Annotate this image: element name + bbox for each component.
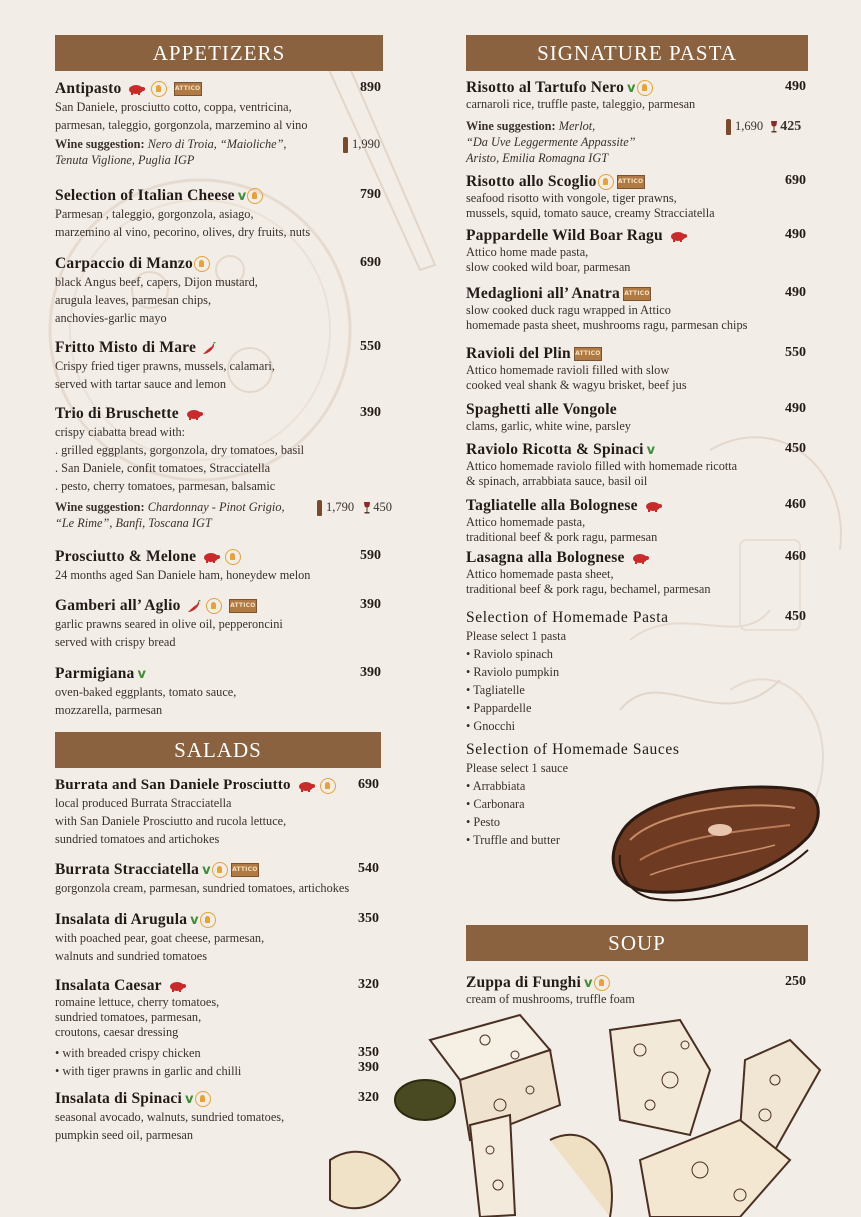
cheese-icon	[225, 549, 241, 565]
sauce-option: • Carbonara	[466, 797, 525, 811]
option-price: 390	[358, 1059, 379, 1075]
pig-icon	[127, 83, 145, 95]
menu-item-trio-bruschette	[55, 405, 392, 531]
pasta-option: • Tagliatelle	[466, 683, 525, 697]
pig-icon	[631, 552, 649, 564]
cheese-icon	[598, 174, 614, 190]
menu-item-insalata-spinaci	[55, 1090, 385, 1144]
soup-heading: SOUP	[466, 925, 808, 961]
vegetarian-v-icon: v	[627, 80, 636, 96]
cheese-icon	[320, 778, 336, 794]
pig-icon	[168, 980, 186, 992]
item-name: Risotto allo Scoglio	[466, 173, 597, 190]
cheese-icon	[212, 862, 228, 878]
appetizers-heading: APPETIZERS	[55, 35, 383, 71]
option-price: 350	[358, 1044, 379, 1060]
item-description: cream of mushrooms, truffle foam	[466, 992, 635, 1006]
pasta-option: • Raviolo pumpkin	[466, 665, 560, 679]
wine-glass-icon	[770, 121, 778, 133]
attico-house-icon: ATTICO	[229, 599, 257, 613]
menu-item-insalata-arugula	[55, 911, 385, 965]
wine-suggestion: Wine suggestion: Chardonnay - Pinot Grigio, “Le Rime”, Banfi, Toscana IGT 1,790 450	[55, 500, 392, 530]
menu-item-risotto-scoglio	[466, 173, 808, 221]
item-price: 690	[358, 777, 379, 792]
item-description: seafood risotto with vongole, tiger prawns, mussels, squid, tomato sauce, creamy Stracciatella	[466, 191, 715, 221]
item-price: 490	[785, 227, 806, 242]
item-name: Insalata Caesar	[55, 977, 162, 994]
item-price: 390	[360, 665, 381, 680]
item-description: seasonal avocado, walnuts, sundried tomatoes, pumpkin seed oil, parmesan	[55, 1110, 285, 1142]
cheese-icon	[194, 256, 210, 272]
attico-house-icon: ATTICO	[617, 175, 645, 189]
item-price: 890	[360, 80, 381, 95]
item-description: Attico homemade ravioli filled with slow cooked veal shank & wagyu brisket, beef jus	[466, 363, 687, 393]
menu-item-risotto-tartufo	[466, 79, 808, 166]
item-price: 550	[360, 339, 381, 354]
wine-suggestion: Wine suggestion: Merlot, “Da Uve Leggermente Appassite” Aristo, Emilia Romagna IGT 1,690 425	[466, 119, 802, 166]
menu-item-ravioli-plin	[466, 345, 808, 393]
item-name: Selection of Homemade Pasta	[466, 609, 669, 626]
item-price: 790	[360, 187, 381, 202]
vegetarian-v-icon: v	[202, 862, 211, 878]
item-description: Attico home made pasta, slow cooked wild boar, parmesan	[466, 245, 631, 275]
item-name: Ravioli del Plin	[466, 345, 571, 362]
item-option: • with tiger prawns in garlic and chilli 390	[55, 1059, 379, 1078]
item-price: 250	[785, 974, 806, 989]
item-name: Parmigiana	[55, 665, 135, 682]
cheese-icon	[151, 81, 167, 97]
attico-house-icon: ATTICO	[574, 347, 602, 361]
item-price: 320	[358, 1090, 379, 1105]
selection-intro: Please select 1 sauce	[466, 761, 569, 775]
pig-icon	[297, 780, 315, 792]
item-description: oven-baked eggplants, tomato sauce, mozzarella, parmesan	[55, 685, 237, 717]
pasta-option: • Gnocchi	[466, 719, 516, 733]
menu-item-spaghetti-vongole	[466, 401, 808, 434]
vegetarian-v-icon: v	[184, 1091, 194, 1107]
item-name: Fritto Misto di Mare	[55, 339, 197, 356]
menu-item-gamberi	[55, 597, 385, 651]
item-price: 550	[785, 345, 806, 360]
menu-item-lasagna	[466, 549, 808, 597]
item-price: 460	[785, 549, 806, 564]
item-description: black Angus beef, capers, Dijon mustard, arugula leaves, parmesan chips, anchovies-garlic mayo	[55, 275, 258, 325]
item-description: garlic prawns seared in olive oil, pepperoncini served with crispy bread	[55, 617, 283, 649]
item-name: Insalata di Spinaci	[55, 1090, 182, 1107]
item-description: local produced Burrata Stracciatella with San Daniele Prosciutto and rucola lettuce, sundried tomatoes and artichokes	[55, 796, 287, 846]
item-name: Raviolo Ricotta & Spinaci	[466, 441, 644, 458]
chili-icon	[187, 600, 201, 613]
item-description: 24 months aged San Daniele ham, honeydew melon	[55, 568, 311, 582]
wine-bottle-icon	[726, 119, 731, 135]
item-description: crispy ciabatta bread with: . grilled eggplants, gorgonzola, dry tomatoes, basil . San Daniele, confit tomatoes, Stracciatella . pesto, cherry tomatoes, parmesan, balsamic	[55, 425, 305, 493]
item-description: clams, garlic, white wine, parsley	[466, 419, 631, 433]
sauce-option: • Pesto	[466, 815, 501, 829]
wine-glass-price: 425	[780, 119, 802, 135]
wine-bottle-icon	[343, 137, 348, 153]
item-price: 690	[360, 255, 381, 270]
item-price: 460	[785, 497, 806, 512]
cheese-icon	[637, 80, 653, 96]
attico-house-icon: ATTICO	[623, 287, 651, 301]
attico-house-icon: ATTICO	[231, 863, 259, 877]
pig-icon	[644, 500, 662, 512]
cheese-icon	[594, 975, 610, 991]
item-name: Antipasto	[55, 80, 122, 97]
item-price: 590	[360, 548, 381, 563]
item-name: Trio di Bruschette	[55, 405, 179, 422]
vegetarian-v-icon: v	[584, 975, 593, 991]
item-price: 320	[358, 977, 379, 992]
menu-item-medaglioni	[466, 285, 808, 333]
item-description: gorgonzola cream, parmesan, sundried tomatoes, artichokes	[55, 881, 350, 895]
item-description: slow cooked duck ragu wrapped in Attico homemade pasta sheet, mushrooms ragu, parmesan chips	[466, 303, 748, 333]
item-price: 490	[785, 79, 806, 94]
signature-pasta-heading: SIGNATURE PASTA	[466, 35, 808, 71]
sauce-option: • Truffle and butter	[466, 833, 560, 847]
item-price: 390	[360, 405, 381, 420]
item-name: Burrata and San Daniele Prosciutto	[55, 777, 291, 793]
item-price: 490	[785, 401, 806, 416]
wine-glass-price: 450	[373, 500, 392, 514]
pig-icon	[202, 551, 220, 563]
menu-item-burrata-stracciatella	[55, 861, 385, 897]
wine-bottle-price: 1,690	[735, 119, 764, 134]
item-name: Carpaccio di Manzo	[55, 255, 193, 272]
menu-item-tagliatelle	[466, 497, 808, 545]
wine-bottle-icon	[317, 500, 322, 516]
selection-intro: Please select 1 pasta	[466, 629, 567, 643]
vegetarian-v-icon: v	[190, 912, 199, 928]
item-name: Medaglioni all’ Anatra	[466, 285, 620, 302]
pig-icon	[185, 408, 203, 420]
item-price: 450	[785, 609, 806, 624]
item-description: Attico homemade pasta sheet, traditional beef & pork ragu, bechamel, parmesan	[466, 567, 711, 597]
item-price: 350	[358, 911, 379, 926]
item-description: San Daniele, prosciutto cotto, coppa, ventricina, parmesan, taleggio, gorgonzola, marzemino al vino	[55, 100, 308, 132]
item-price: 540	[358, 861, 379, 876]
item-name: Pappardelle Wild Boar Ragu	[466, 227, 663, 244]
menu-item-fritto-misto	[55, 339, 385, 393]
item-name: Tagliatelle alla Bolognese	[466, 497, 638, 514]
wine-glass-icon	[363, 502, 371, 514]
item-price: 450	[785, 441, 806, 456]
menu-item-prosciutto-melone	[55, 548, 385, 584]
pasta-option: • Pappardelle	[466, 701, 532, 715]
cheese-icon	[206, 598, 222, 614]
attico-house-icon: ATTICO	[174, 82, 202, 96]
cheese-and-pasta-illustration	[320, 1010, 861, 1217]
chili-icon	[202, 342, 216, 355]
item-price: 390	[360, 597, 381, 612]
item-name: Burrata Stracciatella	[55, 861, 200, 878]
vegetarian-v-icon: v	[646, 442, 656, 458]
item-description: Attico homemade raviolo filled with homemade ricotta & spinach, arrabbiata sauce, basil oil	[466, 459, 738, 489]
pig-icon	[669, 230, 687, 242]
item-description: with poached pear, goat cheese, parmesan, walnuts and sundried tomatoes	[55, 931, 265, 963]
item-name: Lasagna alla Bolognese	[466, 549, 625, 566]
menu-item-italian-cheese	[55, 187, 385, 241]
cheese-icon	[247, 188, 263, 204]
item-name: Spaghetti alle Vongole	[466, 401, 617, 418]
item-option: • with breaded crispy chicken 350	[55, 1044, 379, 1060]
item-name: Gamberi all’ Aglio	[55, 597, 181, 614]
menu-item-homemade-sauces-selection	[466, 741, 808, 849]
item-name: Selection of Italian Cheese	[55, 187, 235, 204]
wine-bottle-price: 1,790	[326, 500, 355, 514]
item-description: Attico homemade pasta, traditional beef & pork ragu, parmesan	[466, 515, 658, 545]
item-name: Risotto al Tartufo Nero	[466, 79, 625, 96]
pasta-option: • Raviolo spinach	[466, 647, 553, 661]
item-description: Crispy fried tiger prawns, mussels, calamari, served with tartar sauce and lemon	[55, 359, 275, 391]
item-description: Parmesan , taleggio, gorgonzola, asiago, marzemino al vino, pecorino, olives, dry fruits, nuts	[55, 207, 311, 239]
vegetarian-v-icon: v	[137, 666, 147, 682]
item-name: Prosciutto & Melone	[55, 548, 197, 565]
menu-item-burrata-san-daniele	[55, 777, 385, 848]
menu-item-parmigiana	[55, 665, 385, 719]
item-description: romaine lettuce, cherry tomatoes, sundried tomatoes, parmesan, croutons, caesar dressing	[55, 995, 220, 1040]
menu-item-zuppa-funghi	[466, 974, 808, 1007]
item-name: Zuppa di Funghi	[466, 974, 582, 991]
item-name: Insalata di Arugula	[55, 911, 188, 928]
sauce-option: • Arrabbiata	[466, 779, 526, 793]
menu-item-pappardelle	[466, 227, 808, 275]
item-name: Selection of Homemade Sauces	[466, 741, 680, 758]
item-price: 690	[785, 173, 806, 188]
item-price: 490	[785, 285, 806, 300]
cheese-icon	[195, 1091, 211, 1107]
wine-suggestion: Wine suggestion: Nero di Troia, “Maioliche”, Tenuta Viglione, Puglia IGP 1,990	[55, 137, 381, 167]
menu-item-insalata-caesar	[55, 977, 385, 1080]
wine-bottle-price: 1,990	[352, 137, 381, 151]
vegetarian-v-icon: v	[237, 188, 247, 204]
item-description: carnaroli rice, truffle paste, taleggio, parmesan	[466, 97, 696, 111]
cheese-icon	[200, 912, 216, 928]
menu-item-carpaccio	[55, 255, 385, 327]
menu-item-antipasto	[55, 80, 385, 168]
menu-item-homemade-pasta-selection	[466, 609, 808, 735]
salads-heading: SALADS	[55, 732, 381, 768]
menu-item-raviolo-ricotta	[466, 441, 808, 489]
